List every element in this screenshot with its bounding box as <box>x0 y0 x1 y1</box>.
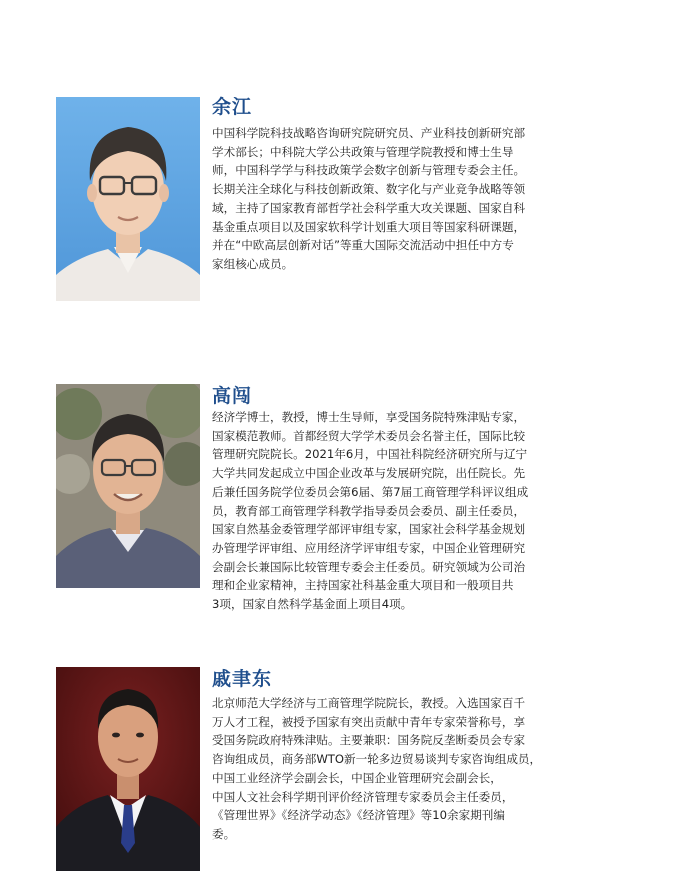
bio-line: 大学共同发起成立中国企业改革与发展研究院，出任院长。先 <box>212 466 526 481</box>
bio-line: 长期关注全球化与科技创新政策、数字化与产业竞争战略等领 <box>212 182 526 197</box>
person-bio <box>212 694 632 844</box>
portrait-photo <box>56 97 200 301</box>
bio-line: 3项，国家自然科学基金面上项目4项。 <box>212 597 413 612</box>
bio-line: 家组核心成员。 <box>212 256 294 271</box>
bio-line: 管理研究院院长。2021年6月，中国社科院经济研究所与辽宁 <box>212 447 528 462</box>
bio-line: 师，中国科学学与科技政策学会数字创新与管理专委会主任。 <box>212 163 526 178</box>
bio-line: 国家自然基金委管理学部评审组专家，国家社会科学基金规划 <box>212 522 526 537</box>
person-name: 余江 <box>212 96 253 118</box>
bio-line: 后兼任国务院学位委员会第6届、第7届工商管理学科评议组成 <box>212 484 529 499</box>
bio-line: 北京师范大学经济与工商管理学院院长，教授。入选国家百千 <box>212 696 526 710</box>
bio-line: 办管理学评审组、应用经济学评审组专家，中国企业管理研究 <box>212 540 526 555</box>
bio-line: 国家模范教师。首都经贸大学学术委员会名誉主任，国际比较 <box>212 428 526 443</box>
bio-line: 理和企业家精神，主持国家社科基金重大项目和一般项目共 <box>212 578 514 593</box>
bio-line: 中国科学院科技战略咨询研究院研究员、产业科技创新研究部 <box>212 126 526 140</box>
bio-line: 中国工业经济学会副会长，中国企业管理研究会副会长， <box>212 770 502 785</box>
bio-line: 咨询组成员，商务部WTO新一轮多边贸易谈判专家咨询组成员， <box>212 752 542 767</box>
bio-line: 中国人文社会科学期刊评价经济管理专家委员会主任委员， <box>212 789 514 804</box>
portrait-man-outdoor-icon <box>56 384 200 588</box>
portrait-man-glasses-icon <box>56 97 200 301</box>
person-bio <box>212 124 632 274</box>
person-bio <box>212 408 632 614</box>
bio-line: 受国务院政府特殊津贴。主要兼职：国务院反垄断委员会专家 <box>212 733 526 748</box>
portrait-photo <box>56 384 200 588</box>
portrait-photo <box>56 667 200 871</box>
bio-line: 学术部长；中科院大学公共政策与管理学院教授和博士生导 <box>212 144 514 159</box>
person-name: 戚聿东 <box>212 668 273 690</box>
bio-line: 并在“中欧高层创新对话”等重大国际交流活动中担任中方专 <box>212 238 514 253</box>
bio-line: 经济学博士，教授，博士生导师，享受国务院特殊津贴专家， <box>212 410 526 424</box>
person-name: 高闯 <box>212 385 253 407</box>
bio-line: 基金重点项目以及国家软科学计划重大项目等国家科研课题， <box>212 219 526 234</box>
bio-line: 《管理世界》《经济学动态》《经济管理》等10余家期刊编 <box>212 808 505 823</box>
bio-line: 域，主持了国家教育部哲学社会科学重大攻关课题、国家自科 <box>212 200 526 215</box>
bio-line: 会副会长兼国际比较管理专委会主任委员。研究领域为公司治 <box>212 559 526 574</box>
portrait-man-suit-icon <box>56 667 200 871</box>
bio-line: 万人才工程，被授予国家有突出贡献中青年专家荣誉称号，享 <box>212 714 526 729</box>
bio-line: 员，教育部工商管理学科教学指导委员会委员、副主任委员， <box>212 503 526 518</box>
bio-line: 委。 <box>212 826 236 841</box>
